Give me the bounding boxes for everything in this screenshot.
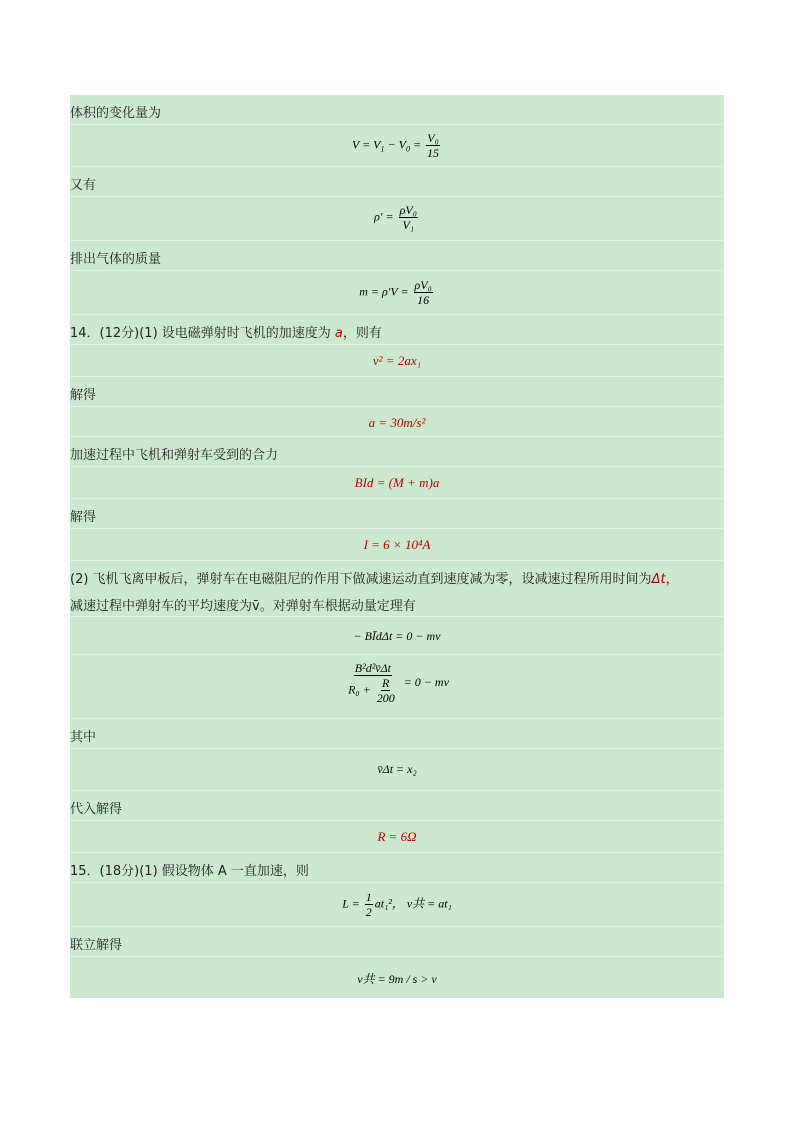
variable-a: a: [334, 326, 343, 341]
eq-part: L =: [342, 896, 363, 911]
text-line: 排出气体的质量: [70, 252, 162, 267]
equation-resistance: R = 6Ω: [377, 829, 417, 844]
fraction-denominator: 200: [376, 691, 395, 705]
text-line: 加速过程中飞机和弹射车受到的合力: [70, 448, 279, 463]
equation-common-velocity: v共 = 9m / s > v: [357, 972, 437, 986]
fraction-denominator: V₁: [402, 218, 414, 232]
fraction-denominator: 15: [427, 146, 440, 160]
line-row: [70, 315, 724, 345]
equation-row: [70, 407, 724, 437]
equation-row: [70, 655, 724, 719]
equation-displacement: v̄Δt = x₂: [377, 762, 417, 776]
line-row: [70, 791, 724, 821]
text-line: 体积的变化量为: [70, 106, 162, 121]
line-row: [70, 437, 724, 467]
fraction-numerator: 1: [365, 890, 372, 904]
line-row: [70, 499, 724, 529]
fraction-denominator: [347, 676, 399, 705]
text-part: (2) 飞机飞离甲板后，弹射车在电磁阻尼的作用下做减速运动直到速度减为零，设减速过程所用时间为: [70, 572, 652, 587]
equation-row: [70, 467, 724, 499]
equation-row: [70, 125, 724, 167]
equation-momentum-expanded: [70, 661, 724, 705]
text-line: 代入解得: [70, 802, 123, 817]
fraction-denominator: 16: [417, 293, 430, 307]
equation-acceleration: a = 30m/s²: [368, 415, 426, 430]
text-part: ，则有: [342, 326, 382, 341]
equation-force: BId = (M + m)a: [354, 475, 440, 490]
fraction-numerator: B²d²v̄Δt: [354, 661, 392, 675]
text-part: 。对弹射车根据动量定理有: [259, 599, 416, 614]
equation-mass: [70, 278, 724, 307]
text-line: 联立解得: [70, 938, 123, 953]
fraction-numerator: V₀: [427, 131, 439, 145]
text-part: 14．(12分)(1) 设电磁弹射时飞机的加速度为: [70, 326, 335, 341]
fraction: [365, 890, 373, 919]
text-line: 又有: [70, 178, 97, 193]
fraction-numerator: ρV₀: [399, 203, 417, 217]
eq-part: − V: [384, 137, 406, 152]
fraction-numerator: R: [382, 676, 390, 690]
equation-row: [70, 529, 724, 561]
answer-sheet: [70, 95, 724, 998]
eq-sub: 1: [380, 144, 385, 154]
equation-current: I = 6 × 10⁴A: [363, 537, 431, 552]
eq-part: R₀ +: [348, 682, 374, 697]
fraction-denominator: 2: [365, 905, 372, 919]
line-row: [70, 719, 724, 749]
text-line: 15．(18分)(1) 假设物体 A 一直加速，则: [70, 864, 309, 879]
equation-row: [70, 197, 724, 241]
text-line: 解得: [70, 388, 97, 403]
fraction: [426, 131, 440, 160]
equation-density: [70, 203, 724, 232]
text-line: 解得: [70, 510, 97, 525]
line-row: [70, 927, 724, 957]
equation-momentum: − BĪdΔt = 0 − mv: [353, 629, 441, 643]
eq-part: = 0 − mv: [400, 674, 449, 689]
variable-dt: Δt: [651, 572, 666, 587]
text-part: 减速过程中弹射车的平均速度为: [70, 599, 253, 614]
equation-row: [70, 617, 724, 655]
text-line: 其中: [70, 730, 97, 745]
text-line: [70, 322, 382, 341]
eq-part: =: [409, 137, 425, 152]
text-line: [70, 568, 679, 587]
eq-part: V = V: [351, 137, 381, 152]
fraction-numerator: ρV₀: [414, 278, 432, 292]
line-row: [70, 377, 724, 407]
fraction: [347, 661, 399, 705]
equation-row: [70, 271, 724, 315]
line-row: [70, 853, 724, 883]
equation-kinematics: v² = 2ax₁: [372, 353, 422, 368]
fraction: [414, 278, 433, 307]
equation-row: [70, 749, 724, 791]
text-part: ，: [665, 572, 679, 587]
fraction: [376, 676, 396, 705]
line-row: [70, 95, 724, 125]
equation-row: [70, 345, 724, 377]
equation-row: [70, 883, 724, 927]
fraction: [399, 203, 418, 232]
equation-volume-change: [70, 131, 724, 160]
text-line: [70, 595, 416, 614]
line-row: [70, 561, 724, 617]
eq-part: m = ρ′V =: [359, 284, 412, 299]
line-row: [70, 241, 724, 271]
eq-sub: 0: [405, 144, 410, 154]
equation-row: [70, 957, 724, 998]
variable-vbar: v̄: [252, 599, 260, 614]
eq-part: at₁²， v共 = at₁: [374, 896, 452, 911]
line-row: [70, 167, 724, 197]
equation-row: [70, 821, 724, 853]
eq-part: ρ′ =: [374, 209, 397, 224]
equation-length: [70, 890, 724, 919]
